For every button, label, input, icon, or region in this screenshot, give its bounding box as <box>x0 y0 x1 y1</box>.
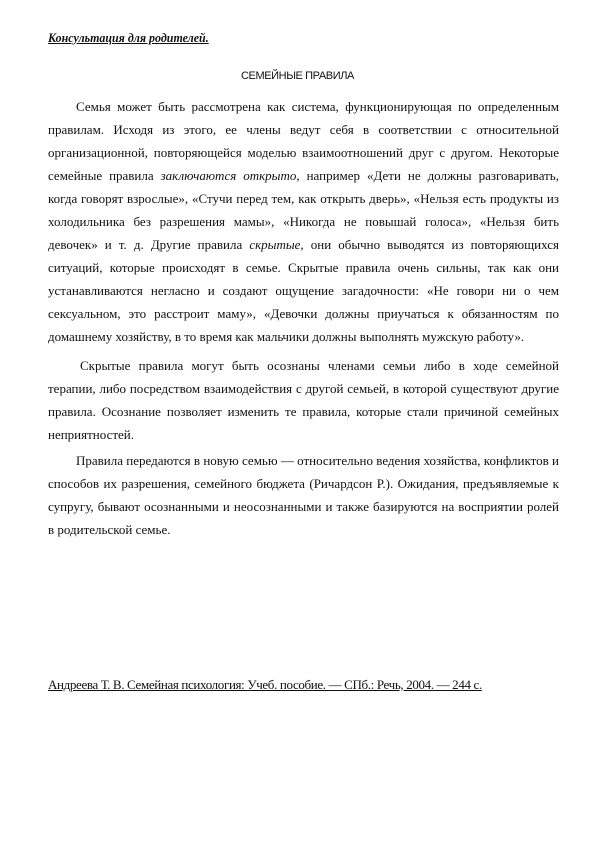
paragraph-1-emphasis-2: скрытые, <box>249 237 304 252</box>
document-title: СЕМЕЙНЫЕ ПРАВИЛА <box>240 70 354 82</box>
paragraph-3: Правила передаются в новую семью — относительно ведения хозяйства, конфликтов и способов их разрешения, семейного бюджета (Ричардсон Р.). Ожидания, предъявляемые к супругу, бывают осознанными и неосознанными и также базируются на восприятии ролей в родительской семье. <box>48 453 559 537</box>
document-body <box>48 95 559 541</box>
bibliographic-reference: Андреева Т. В. Семейная психология: Учеб. пособие. — СПб.: Речь, 2004. — 244 с. <box>48 677 482 692</box>
paragraph-1 <box>48 95 559 348</box>
document-header: Консультация для родителей. <box>48 30 209 45</box>
paragraph-2: Скрытые правила могут быть осознаны членами семьи либо в ходе семейной терапии, либо посредством взаимодействия с другой семьей, в которой существуют другие правила. Осознание позволяет изменить те правила, которые стали причиной семейных неприятностей. <box>48 358 559 442</box>
paragraph-1-text-1: Семья может быть рассмотрена как система, функционирующая по определенным правилам. Исходя из этого, ее члены ведут себя в соответствии с относительной организационной, повторяющейся моделью взаимоотношений друг с другом. Некоторые семейные правила <box>48 99 559 183</box>
paragraph-1-emphasis-1: заключаются открыто, <box>160 168 300 183</box>
paragraph-1-text-2: например «Дети не должны разговаривать, когда говорят взрослые», «Стучи перед тем, как открыть дверь», «Нельзя есть продукты из холодильника без разрешения мамы», «Никогда не повышай голоса», «Нельзя бить девочек» и т. д. Другие правила <box>48 168 559 252</box>
paragraph-1-text-3: они обычно выводятся из повторяющихся ситуаций, которые происходят в семье. Скрытые правила очень сильны, так как они устанавливаются негласно и создают ощущение загадочности: «Не говори ни о чем сексуальном, это расстроит маму», «Девочки должны приучаться к обязанностям по домашнему хозяйству, в то время как мальчики должны выполнять мужскую работу». <box>48 237 559 344</box>
